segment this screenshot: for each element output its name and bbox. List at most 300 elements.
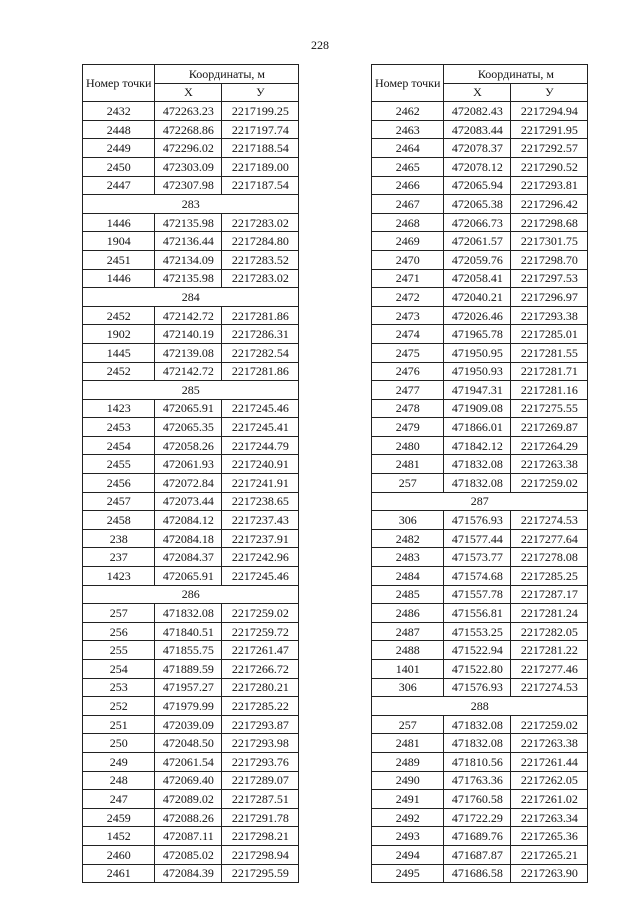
table-row [372, 325, 588, 344]
point-number-cell: 2486 [372, 604, 444, 623]
x-coordinate-cell: 472066.73 [444, 213, 511, 232]
y-coordinate-cell: 2217281.86 [222, 306, 299, 325]
table-row [83, 325, 299, 344]
x-coordinate-cell: 471557.78 [444, 585, 511, 604]
point-number-cell: 257 [83, 604, 155, 623]
table-row [372, 139, 588, 158]
section-number: 287 [372, 492, 588, 511]
y-coordinate-cell: 2217262.05 [511, 771, 588, 790]
table-row [83, 808, 299, 827]
table-row [83, 250, 299, 269]
table-row [372, 808, 588, 827]
coordinates-header: Координаты, м [444, 65, 588, 84]
table-row [372, 157, 588, 176]
point-number-cell: 306 [372, 511, 444, 530]
y-coordinate-cell: 2217285.22 [222, 697, 299, 716]
table-row [372, 436, 588, 455]
y-coordinate-cell: 2217284.80 [222, 232, 299, 251]
table-row [83, 102, 299, 121]
table-row [83, 139, 299, 158]
y-coordinate-cell: 2217301.75 [511, 232, 588, 251]
point-number-cell: 1902 [83, 325, 155, 344]
point-number-cell: 2478 [372, 399, 444, 418]
y-coordinate-cell: 2217281.86 [222, 362, 299, 381]
y-coordinate-cell: 2217291.78 [222, 808, 299, 827]
y-header: У [511, 83, 588, 102]
point-number-cell: 237 [83, 548, 155, 567]
y-coordinate-cell: 2217278.08 [511, 548, 588, 567]
x-coordinate-cell: 472061.57 [444, 232, 511, 251]
x-coordinate-cell: 472303.09 [155, 157, 222, 176]
point-number-cell: 2471 [372, 269, 444, 288]
y-coordinate-cell: 2217292.57 [511, 139, 588, 158]
x-coordinate-cell: 471689.76 [444, 827, 511, 846]
y-coordinate-cell: 2217259.02 [511, 474, 588, 493]
x-coordinate-cell: 472039.09 [155, 715, 222, 734]
point-number-cell: 2452 [83, 362, 155, 381]
y-coordinate-cell: 2217241.91 [222, 474, 299, 493]
x-coordinate-cell: 472078.12 [444, 157, 511, 176]
y-coordinate-cell: 2217281.22 [511, 641, 588, 660]
point-number-cell: 2465 [372, 157, 444, 176]
y-coordinate-cell: 2217298.94 [222, 845, 299, 864]
y-coordinate-cell: 2217293.87 [222, 715, 299, 734]
table-row [83, 120, 299, 139]
table-row [83, 269, 299, 288]
x-coordinate-cell: 472084.12 [155, 511, 222, 530]
x-coordinate-cell: 472134.09 [155, 250, 222, 269]
point-number-cell: 250 [83, 734, 155, 753]
point-number-cell: 2459 [83, 808, 155, 827]
x-coordinate-cell: 472136.44 [155, 232, 222, 251]
y-coordinate-cell: 2217187.54 [222, 176, 299, 195]
point-number-cell: 2455 [83, 455, 155, 474]
table-row [372, 288, 588, 307]
y-coordinate-cell: 2217263.90 [511, 864, 588, 883]
table-row [372, 399, 588, 418]
y-coordinate-cell: 2217293.81 [511, 176, 588, 195]
y-coordinate-cell: 2217199.25 [222, 102, 299, 121]
point-number-cell: 2458 [83, 511, 155, 530]
point-number-cell: 2485 [372, 585, 444, 604]
y-coordinate-cell: 2217287.17 [511, 585, 588, 604]
table-row [83, 697, 299, 716]
point-number-cell: 2468 [372, 213, 444, 232]
table-row [372, 269, 588, 288]
table-row [372, 660, 588, 679]
point-number-cell: 1446 [83, 213, 155, 232]
table-row [83, 418, 299, 437]
point-number-cell: 2448 [83, 120, 155, 139]
table-row [372, 604, 588, 623]
y-coordinate-cell: 2217285.01 [511, 325, 588, 344]
table-row [83, 827, 299, 846]
y-coordinate-cell: 2217283.52 [222, 250, 299, 269]
y-coordinate-cell: 2217291.95 [511, 120, 588, 139]
table-row [83, 157, 299, 176]
point-number-cell: 2452 [83, 306, 155, 325]
y-coordinate-cell: 2217282.05 [511, 622, 588, 641]
y-coordinate-cell: 2217296.97 [511, 288, 588, 307]
point-number-cell: 251 [83, 715, 155, 734]
point-number-cell: 1423 [83, 567, 155, 586]
y-coordinate-cell: 2217264.29 [511, 436, 588, 455]
table-row [83, 604, 299, 623]
x-coordinate-cell: 472040.21 [444, 288, 511, 307]
y-coordinate-cell: 2217261.02 [511, 790, 588, 809]
y-coordinate-cell: 2217283.02 [222, 213, 299, 232]
point-number-cell: 2484 [372, 567, 444, 586]
x-coordinate-cell: 472142.72 [155, 306, 222, 325]
table-row [83, 306, 299, 325]
coordinates-table-left [82, 64, 299, 883]
point-number-cell: 2447 [83, 176, 155, 195]
x-coordinate-cell: 472073.44 [155, 492, 222, 511]
table-row [372, 195, 588, 214]
x-coordinate-cell: 471909.08 [444, 399, 511, 418]
table-row [372, 771, 588, 790]
point-number-cell: 2464 [372, 139, 444, 158]
table-row [372, 381, 588, 400]
x-coordinate-cell: 472072.84 [155, 474, 222, 493]
table-row [372, 678, 588, 697]
y-coordinate-cell: 2217281.24 [511, 604, 588, 623]
x-coordinate-cell: 472135.98 [155, 269, 222, 288]
x-coordinate-cell: 471832.08 [444, 474, 511, 493]
table-row [83, 715, 299, 734]
point-number-cell: 2460 [83, 845, 155, 864]
section-header-row [83, 288, 299, 307]
section-header-row [83, 195, 299, 214]
point-number-cell: 2479 [372, 418, 444, 437]
x-coordinate-cell: 472085.02 [155, 845, 222, 864]
y-coordinate-cell: 2217245.46 [222, 567, 299, 586]
x-coordinate-cell: 471832.08 [444, 734, 511, 753]
y-coordinate-cell: 2217189.00 [222, 157, 299, 176]
x-coordinate-cell: 472084.37 [155, 548, 222, 567]
section-number: 288 [372, 697, 588, 716]
point-number-cell: 2462 [372, 102, 444, 121]
x-coordinate-cell: 472088.26 [155, 808, 222, 827]
table-row [83, 864, 299, 883]
point-number-cell: 2488 [372, 641, 444, 660]
x-coordinate-cell: 472026.46 [444, 306, 511, 325]
y-coordinate-cell: 2217280.21 [222, 678, 299, 697]
y-coordinate-cell: 2217297.53 [511, 269, 588, 288]
point-number-cell: 1445 [83, 343, 155, 362]
y-coordinate-cell: 2217290.52 [511, 157, 588, 176]
table-header [83, 65, 299, 102]
y-coordinate-cell: 2217244.79 [222, 436, 299, 455]
x-coordinate-cell: 472268.86 [155, 120, 222, 139]
point-number-cell: 2463 [372, 120, 444, 139]
y-coordinate-cell: 2217293.98 [222, 734, 299, 753]
point-number-cell: 256 [83, 622, 155, 641]
x-header: Х [155, 83, 222, 102]
x-coordinate-cell: 471760.58 [444, 790, 511, 809]
point-number-cell: 2483 [372, 548, 444, 567]
point-number-cell: 2457 [83, 492, 155, 511]
x-coordinate-cell: 471687.87 [444, 845, 511, 864]
point-number-cell: 247 [83, 790, 155, 809]
point-number-cell: 2480 [372, 436, 444, 455]
y-coordinate-cell: 2217293.38 [511, 306, 588, 325]
table-row [372, 529, 588, 548]
y-coordinate-cell: 2217298.68 [511, 213, 588, 232]
table-row [372, 176, 588, 195]
table-row [372, 250, 588, 269]
point-number-cell: 2432 [83, 102, 155, 121]
point-number-cell: 2449 [83, 139, 155, 158]
x-coordinate-cell: 472142.72 [155, 362, 222, 381]
table-row [83, 529, 299, 548]
x-coordinate-cell: 472307.98 [155, 176, 222, 195]
y-coordinate-cell: 2217283.02 [222, 269, 299, 288]
x-coordinate-cell: 471979.99 [155, 697, 222, 716]
x-coordinate-cell: 471553.25 [444, 622, 511, 641]
table-row [372, 585, 588, 604]
y-coordinate-cell: 2217261.44 [511, 752, 588, 771]
x-coordinate-cell: 471832.08 [444, 715, 511, 734]
y-coordinate-cell: 2217298.70 [511, 250, 588, 269]
table-row [83, 232, 299, 251]
table-row [372, 715, 588, 734]
x-coordinate-cell: 472058.26 [155, 436, 222, 455]
table-row [83, 399, 299, 418]
point-number-cell: 2493 [372, 827, 444, 846]
x-coordinate-cell: 472065.91 [155, 399, 222, 418]
point-number-cell: 255 [83, 641, 155, 660]
x-coordinate-cell: 471947.31 [444, 381, 511, 400]
table-row [83, 752, 299, 771]
x-coordinate-cell: 472059.76 [444, 250, 511, 269]
table-row [83, 362, 299, 381]
table-row [83, 567, 299, 586]
y-coordinate-cell: 2217263.34 [511, 808, 588, 827]
table-row [372, 864, 588, 883]
x-coordinate-cell: 471686.58 [444, 864, 511, 883]
point-number-cell: 2456 [83, 474, 155, 493]
x-coordinate-cell: 471832.08 [155, 604, 222, 623]
y-coordinate-cell: 2217266.72 [222, 660, 299, 679]
x-coordinate-cell: 471522.80 [444, 660, 511, 679]
y-coordinate-cell: 2217269.87 [511, 418, 588, 437]
point-number-cell: 2477 [372, 381, 444, 400]
point-number-cell: 2475 [372, 343, 444, 362]
x-coordinate-cell: 471832.08 [444, 455, 511, 474]
x-coordinate-cell: 472139.08 [155, 343, 222, 362]
y-coordinate-cell: 2217282.54 [222, 343, 299, 362]
table-row [372, 734, 588, 753]
point-number-cell: 1401 [372, 660, 444, 679]
point-number-header: Номер точки [372, 65, 444, 102]
coordinates-table-right [371, 64, 588, 883]
y-coordinate-cell: 2217188.54 [222, 139, 299, 158]
y-coordinate-cell: 2217293.76 [222, 752, 299, 771]
x-coordinate-cell: 471574.68 [444, 567, 511, 586]
point-number-cell: 2481 [372, 734, 444, 753]
x-coordinate-cell: 471866.01 [444, 418, 511, 437]
y-coordinate-cell: 2217281.16 [511, 381, 588, 400]
table-row [372, 752, 588, 771]
y-coordinate-cell: 2217197.74 [222, 120, 299, 139]
x-coordinate-cell: 471889.59 [155, 660, 222, 679]
y-coordinate-cell: 2217240.91 [222, 455, 299, 474]
x-coordinate-cell: 472058.41 [444, 269, 511, 288]
point-number-cell: 254 [83, 660, 155, 679]
page-number: 228 [311, 38, 329, 52]
y-coordinate-cell: 2217245.46 [222, 399, 299, 418]
point-number-cell: 1423 [83, 399, 155, 418]
y-coordinate-cell: 2217285.25 [511, 567, 588, 586]
y-coordinate-cell: 2217287.51 [222, 790, 299, 809]
x-coordinate-cell: 472065.91 [155, 567, 222, 586]
x-coordinate-cell: 472061.93 [155, 455, 222, 474]
x-coordinate-cell: 472084.18 [155, 529, 222, 548]
point-number-cell: 2473 [372, 306, 444, 325]
section-header-row [83, 585, 299, 604]
x-coordinate-cell: 472087.11 [155, 827, 222, 846]
point-number-cell: 2481 [372, 455, 444, 474]
point-number-cell: 2489 [372, 752, 444, 771]
x-coordinate-cell: 471950.95 [444, 343, 511, 362]
table-row [372, 567, 588, 586]
y-coordinate-cell: 2217263.38 [511, 455, 588, 474]
point-number-cell: 2451 [83, 250, 155, 269]
point-number-cell: 2494 [372, 845, 444, 864]
point-number-cell: 248 [83, 771, 155, 790]
table-row [83, 455, 299, 474]
x-coordinate-cell: 472296.02 [155, 139, 222, 158]
table-row [83, 771, 299, 790]
y-coordinate-cell: 2217259.72 [222, 622, 299, 641]
point-number-cell: 2466 [372, 176, 444, 195]
section-number: 285 [83, 381, 299, 400]
y-coordinate-cell: 2217296.42 [511, 195, 588, 214]
x-coordinate-cell: 472084.39 [155, 864, 222, 883]
y-coordinate-cell: 2217237.43 [222, 511, 299, 530]
table-row [372, 474, 588, 493]
y-coordinate-cell: 2217289.07 [222, 771, 299, 790]
point-number-cell: 2469 [372, 232, 444, 251]
table-row [83, 474, 299, 493]
table-row [372, 120, 588, 139]
section-number: 284 [83, 288, 299, 307]
table-row [83, 660, 299, 679]
point-number-cell: 2470 [372, 250, 444, 269]
x-coordinate-cell: 471722.29 [444, 808, 511, 827]
x-coordinate-cell: 471577.44 [444, 529, 511, 548]
table-row [372, 622, 588, 641]
x-coordinate-cell: 472065.35 [155, 418, 222, 437]
table-row [372, 213, 588, 232]
table-row [83, 790, 299, 809]
x-coordinate-cell: 472069.40 [155, 771, 222, 790]
table-row [83, 622, 299, 641]
table-row [83, 213, 299, 232]
table-row [83, 343, 299, 362]
y-coordinate-cell: 2217277.64 [511, 529, 588, 548]
y-coordinate-cell: 2217277.46 [511, 660, 588, 679]
section-header-row [372, 492, 588, 511]
x-coordinate-cell: 471522.94 [444, 641, 511, 660]
point-number-cell: 2454 [83, 436, 155, 455]
table-row [83, 436, 299, 455]
x-header: Х [444, 83, 511, 102]
point-number-cell: 1452 [83, 827, 155, 846]
x-coordinate-cell: 471556.81 [444, 604, 511, 623]
point-number-cell: 2495 [372, 864, 444, 883]
x-coordinate-cell: 472140.19 [155, 325, 222, 344]
table-row [83, 845, 299, 864]
coordinates-header: Координаты, м [155, 65, 299, 84]
table-row [372, 845, 588, 864]
y-coordinate-cell: 2217294.94 [511, 102, 588, 121]
y-coordinate-cell: 2217286.31 [222, 325, 299, 344]
table-row [83, 176, 299, 195]
y-coordinate-cell: 2217265.36 [511, 827, 588, 846]
table-row [372, 641, 588, 660]
point-number-cell: 257 [372, 474, 444, 493]
x-coordinate-cell: 472065.38 [444, 195, 511, 214]
point-number-cell: 2476 [372, 362, 444, 381]
y-coordinate-cell: 2217238.65 [222, 492, 299, 511]
table-row [372, 548, 588, 567]
table-row [372, 418, 588, 437]
y-coordinate-cell: 2217261.47 [222, 641, 299, 660]
table-header [372, 65, 588, 102]
table-row [372, 362, 588, 381]
point-number-cell: 253 [83, 678, 155, 697]
point-number-cell: 306 [372, 678, 444, 697]
point-number-cell: 2467 [372, 195, 444, 214]
y-coordinate-cell: 2217242.96 [222, 548, 299, 567]
x-coordinate-cell: 471842.12 [444, 436, 511, 455]
x-coordinate-cell: 471950.93 [444, 362, 511, 381]
y-coordinate-cell: 2217263.38 [511, 734, 588, 753]
table-row [83, 678, 299, 697]
point-number-cell: 2491 [372, 790, 444, 809]
point-number-cell: 1446 [83, 269, 155, 288]
table-row [372, 232, 588, 251]
x-coordinate-cell: 472089.02 [155, 790, 222, 809]
y-coordinate-cell: 2217275.55 [511, 399, 588, 418]
point-number-cell: 249 [83, 752, 155, 771]
table-body [83, 102, 299, 883]
point-number-cell: 2482 [372, 529, 444, 548]
table-row [83, 511, 299, 530]
point-number-cell: 2487 [372, 622, 444, 641]
point-number-cell: 2453 [83, 418, 155, 437]
table-row [83, 548, 299, 567]
section-number: 283 [83, 195, 299, 214]
y-coordinate-cell: 2217265.21 [511, 845, 588, 864]
section-header-row [372, 697, 588, 716]
table-row [83, 492, 299, 511]
point-number-cell: 2472 [372, 288, 444, 307]
table-row [372, 827, 588, 846]
x-coordinate-cell: 471965.78 [444, 325, 511, 344]
x-coordinate-cell: 471810.56 [444, 752, 511, 771]
table-row [372, 455, 588, 474]
y-coordinate-cell: 2217298.21 [222, 827, 299, 846]
x-coordinate-cell: 471855.75 [155, 641, 222, 660]
point-number-cell: 257 [372, 715, 444, 734]
y-coordinate-cell: 2217245.41 [222, 418, 299, 437]
table-body [372, 102, 588, 883]
table-row [372, 306, 588, 325]
y-coordinate-cell: 2217281.55 [511, 343, 588, 362]
